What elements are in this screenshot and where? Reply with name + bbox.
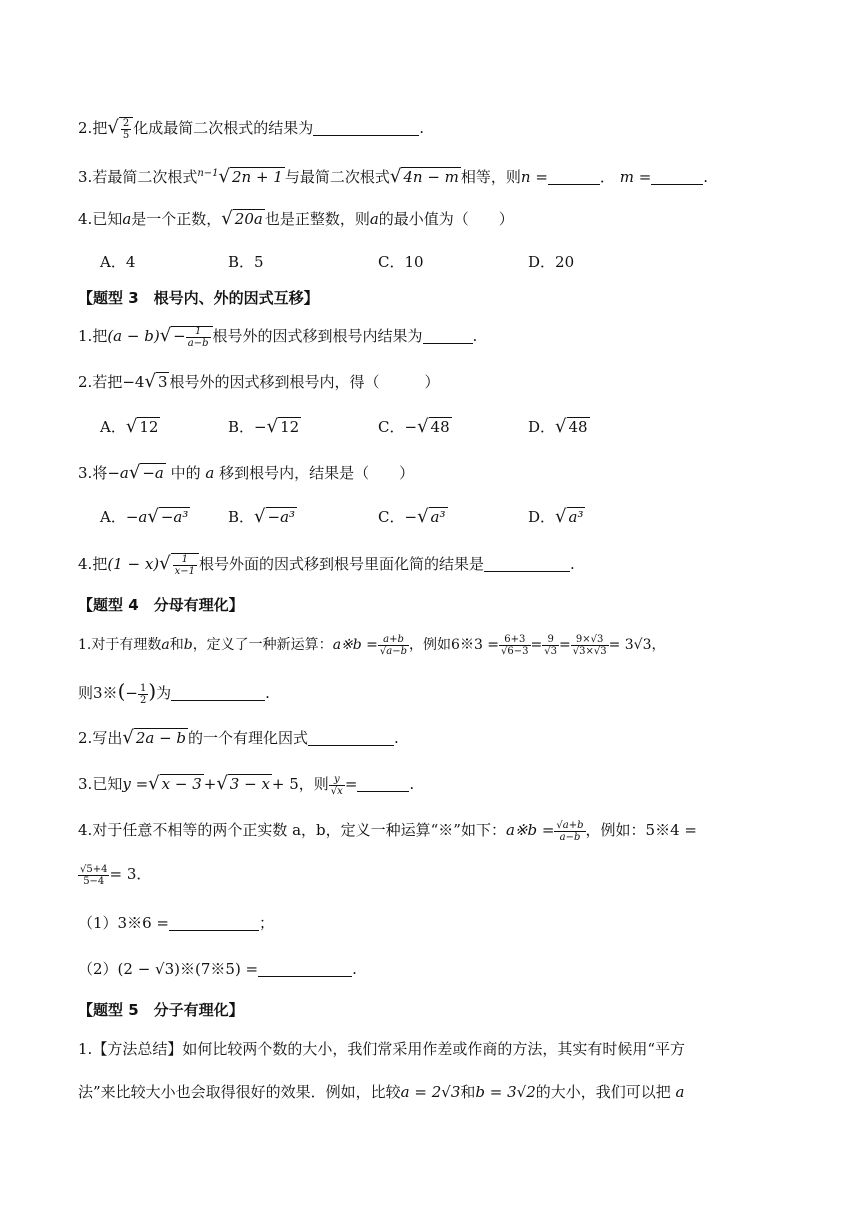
fraction-numerator: 9×√3 — [571, 634, 609, 646]
question-number: 2. — [78, 729, 93, 747]
punctuation: . — [570, 555, 575, 573]
question-text: 和 — [169, 637, 184, 653]
question-text: 为 — [156, 684, 172, 702]
fraction — [119, 117, 133, 141]
question-text: ，例如 — [409, 637, 452, 653]
expression: (2 − √3)※(7※5) = — [117, 960, 259, 978]
answer-blank[interactable] — [423, 327, 473, 344]
sec4-question-2 — [78, 726, 399, 750]
radicand: a³ — [430, 508, 446, 526]
fraction-denominator: a−b — [187, 337, 209, 349]
question-text: 也是正整数，则 — [264, 210, 370, 228]
punctuation: . — [419, 119, 424, 137]
fraction — [554, 820, 585, 843]
fraction-numerator: 1 — [173, 554, 197, 566]
equals-sign: = — [530, 637, 543, 653]
expression: 3※ — [93, 684, 118, 702]
radicand: 12 — [139, 418, 159, 436]
option-letter: C． — [378, 418, 405, 436]
answer-blank[interactable] — [313, 119, 419, 136]
question-number: 2. — [78, 119, 93, 137]
sqrt-icon: √ — [389, 166, 402, 187]
question-text: 根号外的因式移到根号内结果为 — [212, 327, 423, 345]
factor: (1 − x) — [107, 555, 160, 573]
plus-sign: + — [203, 775, 217, 793]
question-text: 将 — [92, 464, 108, 482]
sqrt-icon: √ — [128, 462, 141, 483]
answer-blank[interactable] — [171, 684, 265, 701]
option-sign: −a — [125, 508, 148, 526]
question-text: 根号外的因式移到根号内，得（ ） — [169, 373, 440, 391]
answer-blank-m[interactable] — [651, 168, 703, 185]
option-letter: D． — [528, 418, 556, 436]
expression: y = — [122, 775, 149, 793]
sec3-q2-option-b[interactable] — [228, 416, 301, 437]
question-text: 的最小值为（ ） — [378, 210, 514, 228]
sec5-question-1 — [78, 1037, 685, 1061]
question-text: 相等，则 — [460, 168, 521, 186]
sec4-question-1-line2 — [78, 679, 270, 706]
fraction-numerator: 2 — [122, 118, 130, 129]
question-text: 已知 — [92, 775, 123, 793]
sqrt-icon: √ — [107, 117, 119, 138]
option-d[interactable]: D．20 — [528, 253, 575, 271]
punctuation: . — [472, 327, 478, 345]
fraction — [378, 634, 409, 657]
answer-blank[interactable] — [308, 729, 394, 746]
variable-a: a — [369, 210, 379, 228]
question-text: 法”来比较大小也会取得很好的效果．例如，比较 — [78, 1083, 401, 1101]
question-text: 移到根号内，结果是（ ） — [219, 464, 415, 482]
sqrt-icon: √ — [159, 325, 172, 346]
option-a[interactable]: A．4 — [100, 253, 136, 271]
variable-a: a — [161, 637, 170, 653]
sqrt-icon: √ — [122, 727, 134, 748]
sec3-q2-option-c[interactable] — [378, 416, 452, 437]
fraction — [542, 634, 559, 657]
option-letter: B． — [228, 418, 255, 436]
expression-b: b = 3√2 — [475, 1083, 536, 1101]
coefficient: −4 — [122, 373, 145, 391]
fraction-denominator: √6−3 — [501, 645, 529, 657]
example: 6※3 = — [451, 637, 500, 653]
sec3-question-4 — [78, 552, 575, 577]
question-text: 把 — [92, 327, 108, 345]
question-number: 4. — [78, 210, 93, 228]
question-number: 3. — [78, 775, 93, 793]
fraction-numerator: y — [329, 774, 345, 786]
question-number: 1. — [78, 1040, 93, 1058]
operation-definition: a※b = — [332, 637, 378, 653]
radicand: 12 — [280, 418, 300, 436]
question-text: 化成最简二次根式的结果为 — [133, 119, 314, 137]
radicand — [171, 325, 212, 349]
question-text: + 5，则 — [271, 775, 329, 793]
question-number: 3. — [78, 168, 93, 186]
result: = 3． — [109, 865, 152, 883]
paren-close: ) — [148, 679, 157, 703]
question-text: 根号外面的因式移到根号里面化简的结果是 — [199, 555, 485, 573]
fraction — [329, 774, 345, 797]
option-letter: A． — [100, 418, 126, 436]
punctuation: . — [703, 168, 709, 186]
punctuation: . — [352, 960, 357, 978]
result: = 3√3， — [608, 637, 666, 653]
root-index: n−1 — [197, 168, 219, 179]
equals-sign: = — [344, 775, 358, 793]
question-text: ，定义了一种新运算： — [192, 637, 333, 653]
fraction — [171, 553, 199, 577]
sec4-question-1 — [78, 633, 666, 657]
question-text: 中的 — [170, 464, 201, 482]
question-3-equal-radicals — [78, 162, 708, 189]
question-number: 1. — [78, 637, 92, 653]
section-title-3: 【题型 3 根号内、外的因式互移】 — [78, 289, 319, 307]
fraction-denominator: √x — [330, 785, 343, 797]
sqrt-icon: √ — [266, 416, 279, 437]
sec3-q2-option-d[interactable] — [528, 416, 590, 437]
section-title-5: 【题型 5 分子有理化】 — [78, 1001, 244, 1019]
option-b[interactable]: B．5 — [228, 253, 264, 271]
question-text: 把 — [92, 119, 108, 137]
fraction — [499, 634, 530, 657]
question-text: 和 — [460, 1083, 476, 1101]
example: ，例如：5※4 = — [585, 821, 697, 839]
sqrt-icon: √ — [125, 416, 138, 437]
answer-blank[interactable] — [258, 960, 352, 977]
operation-definition: a※b = — [505, 821, 555, 839]
fraction-denominator: 5−4 — [83, 875, 105, 887]
sec3-q3-option-b[interactable] — [228, 506, 297, 527]
sqrt-icon: √ — [417, 416, 429, 437]
fraction-denominator: √a−b — [379, 645, 408, 657]
question-text: 与最简二次根式 — [284, 168, 390, 186]
fraction-numerator: 6+3 — [499, 634, 530, 646]
section-title-4: 【题型 4 分母有理化】 — [78, 596, 244, 614]
option-c[interactable]: C．10 — [378, 253, 424, 271]
sec4-question-4-sub1 — [78, 911, 274, 935]
fraction-numerator: 1 — [139, 682, 147, 694]
fraction — [571, 634, 609, 657]
radicand: −a³ — [160, 508, 189, 526]
question-number: 1. — [78, 327, 93, 345]
sqrt-icon: √ — [218, 166, 230, 187]
subquestion-text: （1）3※6 = — [78, 914, 169, 932]
question-number: 4. — [78, 555, 93, 573]
sec3-question-1 — [78, 324, 477, 349]
radicand: 2a − b — [135, 729, 187, 747]
option-letter: C． — [378, 508, 405, 526]
fraction-denominator: 2 — [139, 694, 147, 706]
sec5-question-1-line2 — [78, 1080, 685, 1104]
answer-blank-n[interactable] — [548, 168, 600, 185]
radicand: 4n − m — [403, 168, 459, 186]
sec3-q3-option-d[interactable] — [528, 506, 585, 527]
answer-blank[interactable] — [169, 914, 259, 931]
sqrt-icon: √ — [148, 773, 160, 794]
minus-sign: − — [173, 327, 186, 345]
sqrt-icon: √ — [216, 773, 228, 794]
sec4-question-3 — [78, 772, 414, 797]
fraction-denominator: a−b — [559, 831, 581, 843]
variable-m: m = — [619, 168, 652, 186]
factor: (a − b) — [107, 327, 160, 345]
option-letter: D． — [528, 508, 556, 526]
sqrt-icon: √ — [147, 506, 159, 527]
sqrt-icon: √ — [254, 506, 266, 527]
sec3-q3-option-c[interactable] — [378, 506, 448, 527]
punctuation: . — [409, 775, 415, 793]
fraction-denominator: x−1 — [174, 566, 196, 577]
equals-sign: = — [559, 637, 571, 653]
sec3-q2-option-a[interactable] — [100, 416, 160, 437]
fraction-numerator: a+b — [378, 634, 409, 646]
sqrt-icon: √ — [144, 371, 156, 392]
answer-blank[interactable] — [484, 555, 570, 572]
radicand: −a — [142, 464, 164, 482]
question-text: 的大小，我们可以把 — [535, 1083, 671, 1101]
variable-n: n = — [520, 168, 548, 186]
sqrt-icon: √ — [555, 416, 567, 437]
question-text: 对于有理数 — [91, 637, 162, 653]
sqrt-icon: √ — [417, 506, 429, 527]
punctuation: . — [394, 729, 399, 747]
fraction-numerator: 9 — [542, 634, 559, 646]
fraction — [138, 683, 148, 706]
fraction — [78, 864, 109, 887]
option-sign: − — [404, 508, 418, 526]
radicand: 48 — [430, 418, 450, 436]
subquestion-text: （2） — [78, 960, 118, 978]
radicand: −a³ — [267, 508, 296, 526]
sec3-question-2 — [78, 370, 440, 394]
sec4-question-4-line2 — [78, 862, 151, 887]
radicand: 2n + 1 — [232, 168, 283, 186]
question-4-minimum — [78, 207, 514, 231]
coefficient: −a — [107, 464, 129, 482]
question-number: 2. — [78, 373, 93, 391]
radicand: a³ — [568, 508, 584, 526]
fraction-denominator: 5 — [122, 130, 130, 141]
question-text: 若把 — [92, 373, 123, 391]
question-text: 则 — [78, 684, 94, 702]
sec3-q3-option-a[interactable] — [100, 506, 190, 527]
radicand: 3 — [157, 373, 168, 391]
fraction-numerator: 1 — [186, 326, 211, 338]
punctuation: ． — [599, 168, 615, 186]
sec4-question-4-sub2 — [78, 957, 357, 981]
radicand: 3 − x — [229, 775, 270, 793]
sqrt-icon: √ — [221, 208, 233, 229]
question-number: 4. — [78, 821, 93, 839]
question-2-simplify — [78, 116, 424, 141]
fraction — [186, 326, 211, 349]
variable-a: a — [122, 210, 132, 228]
question-text: 把 — [92, 555, 108, 573]
variable-a: a — [675, 1083, 685, 1101]
paren-open: ( — [117, 679, 126, 703]
question-text: 写出 — [92, 729, 123, 747]
option-sign: − — [404, 418, 418, 436]
question-text: 【方法总结】如何比较两个数的大小，我们常采用作差或作商的方法，其实有时候用“平方 — [92, 1040, 685, 1058]
variable-b: b — [183, 637, 193, 653]
minus-sign: − — [125, 684, 138, 702]
question-text: 若最简二次根式 — [92, 168, 198, 186]
sec4-question-4 — [78, 818, 697, 843]
sqrt-icon: √ — [555, 506, 567, 527]
question-number: 3. — [78, 464, 93, 482]
question-text: 是一个正数， — [131, 210, 222, 228]
radicand: x − 3 — [161, 775, 202, 793]
answer-blank[interactable] — [357, 775, 409, 792]
radicand: 20a — [234, 210, 263, 228]
fraction-numerator: √a+b — [556, 819, 584, 831]
sec3-question-3 — [78, 461, 414, 485]
variable-a: a — [205, 464, 215, 482]
punctuation: . — [265, 684, 270, 702]
question-text: 的一个有理化因式 — [188, 729, 309, 747]
fraction-denominator: √3×√3 — [572, 645, 607, 657]
fraction-numerator: √5+4 — [80, 863, 108, 875]
radicand: 48 — [568, 418, 588, 436]
punctuation: ； — [258, 914, 274, 932]
question-text: 已知 — [92, 210, 123, 228]
option-letter: A． — [100, 508, 126, 526]
option-letter: B． — [228, 508, 255, 526]
sqrt-icon: √ — [159, 553, 171, 574]
question-text: 对于任意不相等的两个正实数 a，b，定义一种运算“※”如下： — [92, 821, 506, 839]
expression-a: a = 2√3 — [400, 1083, 461, 1101]
option-sign: − — [254, 418, 267, 436]
fraction-denominator: √3 — [544, 645, 557, 657]
